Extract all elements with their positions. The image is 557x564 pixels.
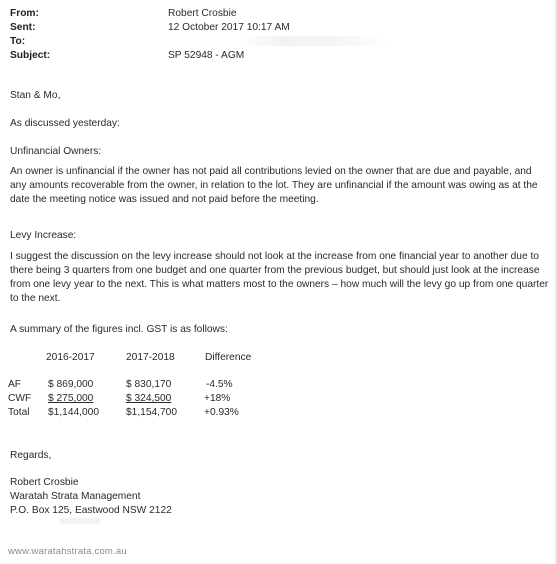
greeting: Stan & Mo, [10,90,61,101]
to-label: To: [10,36,26,47]
sent-label: Sent: [10,22,36,33]
cell-difference: -4.5% [206,379,233,390]
from-label: From: [10,8,39,19]
cell-2017-2018: $1,154,700 [126,407,177,418]
signature-name: Robert Crosbie [10,477,79,488]
signature-address: P.O. Box 125, Eastwood NSW 2122 [10,505,172,516]
row-label: AF [8,379,22,390]
row-label: CWF [8,393,32,404]
section-title-levy-increase: Levy Increase: [10,230,77,241]
sent-value: 12 October 2017 10:17 AM [168,22,290,33]
paragraph-unfinancial-owners: An owner is unfinancial if the owner has not paid all contributions levied on the owner that are due and payable, and any amounts recoverable from the owner, in relation to the lot. They are unfinancial if the amount was owing as at the date the meeting notice was issued and not paid before the meeting. [10,166,538,205]
column-header-2017-2018: 2017-2018 [126,352,175,363]
website-link[interactable]: www.waratahstrata.com.au [8,546,127,557]
from-value: Robert Crosbie [168,8,237,19]
summary-intro: A summary of the figures incl. GST is as follows: [10,324,228,335]
paragraph-levy-increase: I suggest the discussion on the levy increase should not look at the increase from one financial year to another due to there being 3 quarters from one budget and one quarter from the previous budget, but should just look at the increase from one levy year to the next. This is what matters most to the owners – how much will the levy go up from one quarter to the next. [10,251,549,304]
regards-line: Regards, [10,450,52,461]
cell-2016-2017: $ 275,000 [48,393,94,404]
cell-difference: +0.93% [204,407,239,418]
cell-difference: +18% [204,393,231,404]
cell-2017-2018: $ 324,500 [126,393,172,404]
subject-value: SP 52948 - AGM [168,50,245,61]
cell-2016-2017: $1,144,000 [48,407,99,418]
subject-label: Subject: [10,50,51,61]
cell-2017-2018: $ 830,170 [126,379,172,390]
intro-line: As discussed yesterday: [10,118,120,129]
faded-scan-text [60,518,100,524]
signature-company: Waratah Strata Management [10,491,141,502]
row-label: Total [8,407,30,418]
section-title-unfinancial-owners: Unfinancial Owners: [10,146,102,157]
column-header-difference: Difference [205,352,252,363]
cell-2016-2017: $ 869,000 [48,379,94,390]
column-header-2016-2017: 2016-2017 [46,352,95,363]
redacted-recipient [238,36,388,46]
